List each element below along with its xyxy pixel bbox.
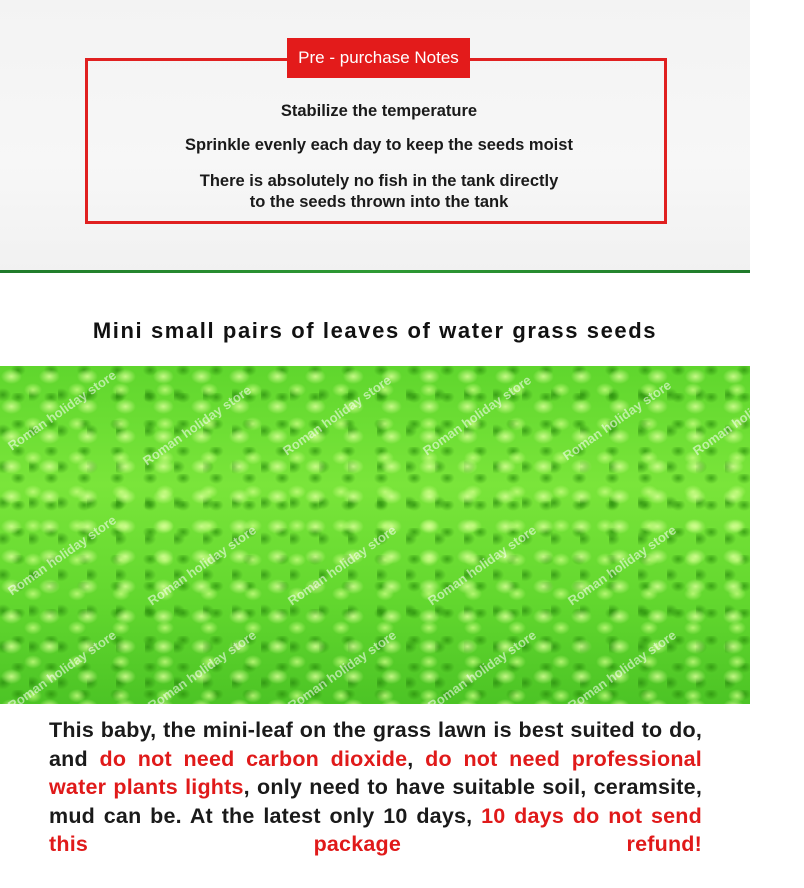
watermark: Roman holiday store — [140, 382, 254, 469]
watermark: Roman holiday store — [285, 627, 399, 714]
description-highlight: do not need professional water plants lights — [49, 746, 702, 799]
watermark: Roman holiday store — [565, 522, 679, 609]
watermark: Roman holiday store — [145, 627, 259, 714]
description-text: , only need to have suitable soil, ceramsite, mud can be. At the latest only 10 days, — [49, 775, 703, 828]
watermark: Roman holiday store — [425, 627, 539, 714]
note-no-fish-line2: to the seeds thrown into the tank — [249, 193, 509, 211]
description-paragraph — [49, 716, 702, 859]
note-sprinkle: Sprinkle evenly each day to keep the seeds moist — [185, 136, 573, 154]
watermark: Roman holiday store — [565, 627, 679, 714]
watermark: Roman holiday store — [285, 522, 399, 609]
watermark: Roman holiday store — [5, 512, 119, 599]
watermark: Roman holiday store — [5, 627, 119, 714]
watermark: Roman holiday store — [280, 372, 394, 459]
watermark: Roman holiday store — [690, 372, 804, 459]
notes-tab: Pre - purchase Notes — [287, 38, 470, 78]
description-text: This baby, the mini-leaf on the grass lawn is best suited to do, and — [49, 718, 702, 771]
section-title: Mini small pairs of leaves of water grass seeds — [92, 318, 658, 343]
note-temperature: Stabilize the temperature — [280, 102, 478, 120]
note-no-fish-line1: There is absolutely no fish in the tank directly — [199, 172, 559, 190]
watermark: Roman holiday store — [560, 377, 674, 464]
watermark: Roman holiday store — [425, 522, 539, 609]
watermark: Roman holiday store — [145, 522, 259, 609]
description-text: , — [407, 746, 426, 771]
refund-warning: 10 days do not send this package refund! — [49, 803, 702, 856]
watermark: Roman holiday store — [420, 372, 534, 459]
watermark: Roman holiday store — [5, 367, 119, 454]
green-divider — [0, 270, 750, 273]
description-highlight: do not need carbon dioxide — [99, 746, 408, 771]
grass-photo — [0, 366, 804, 714]
